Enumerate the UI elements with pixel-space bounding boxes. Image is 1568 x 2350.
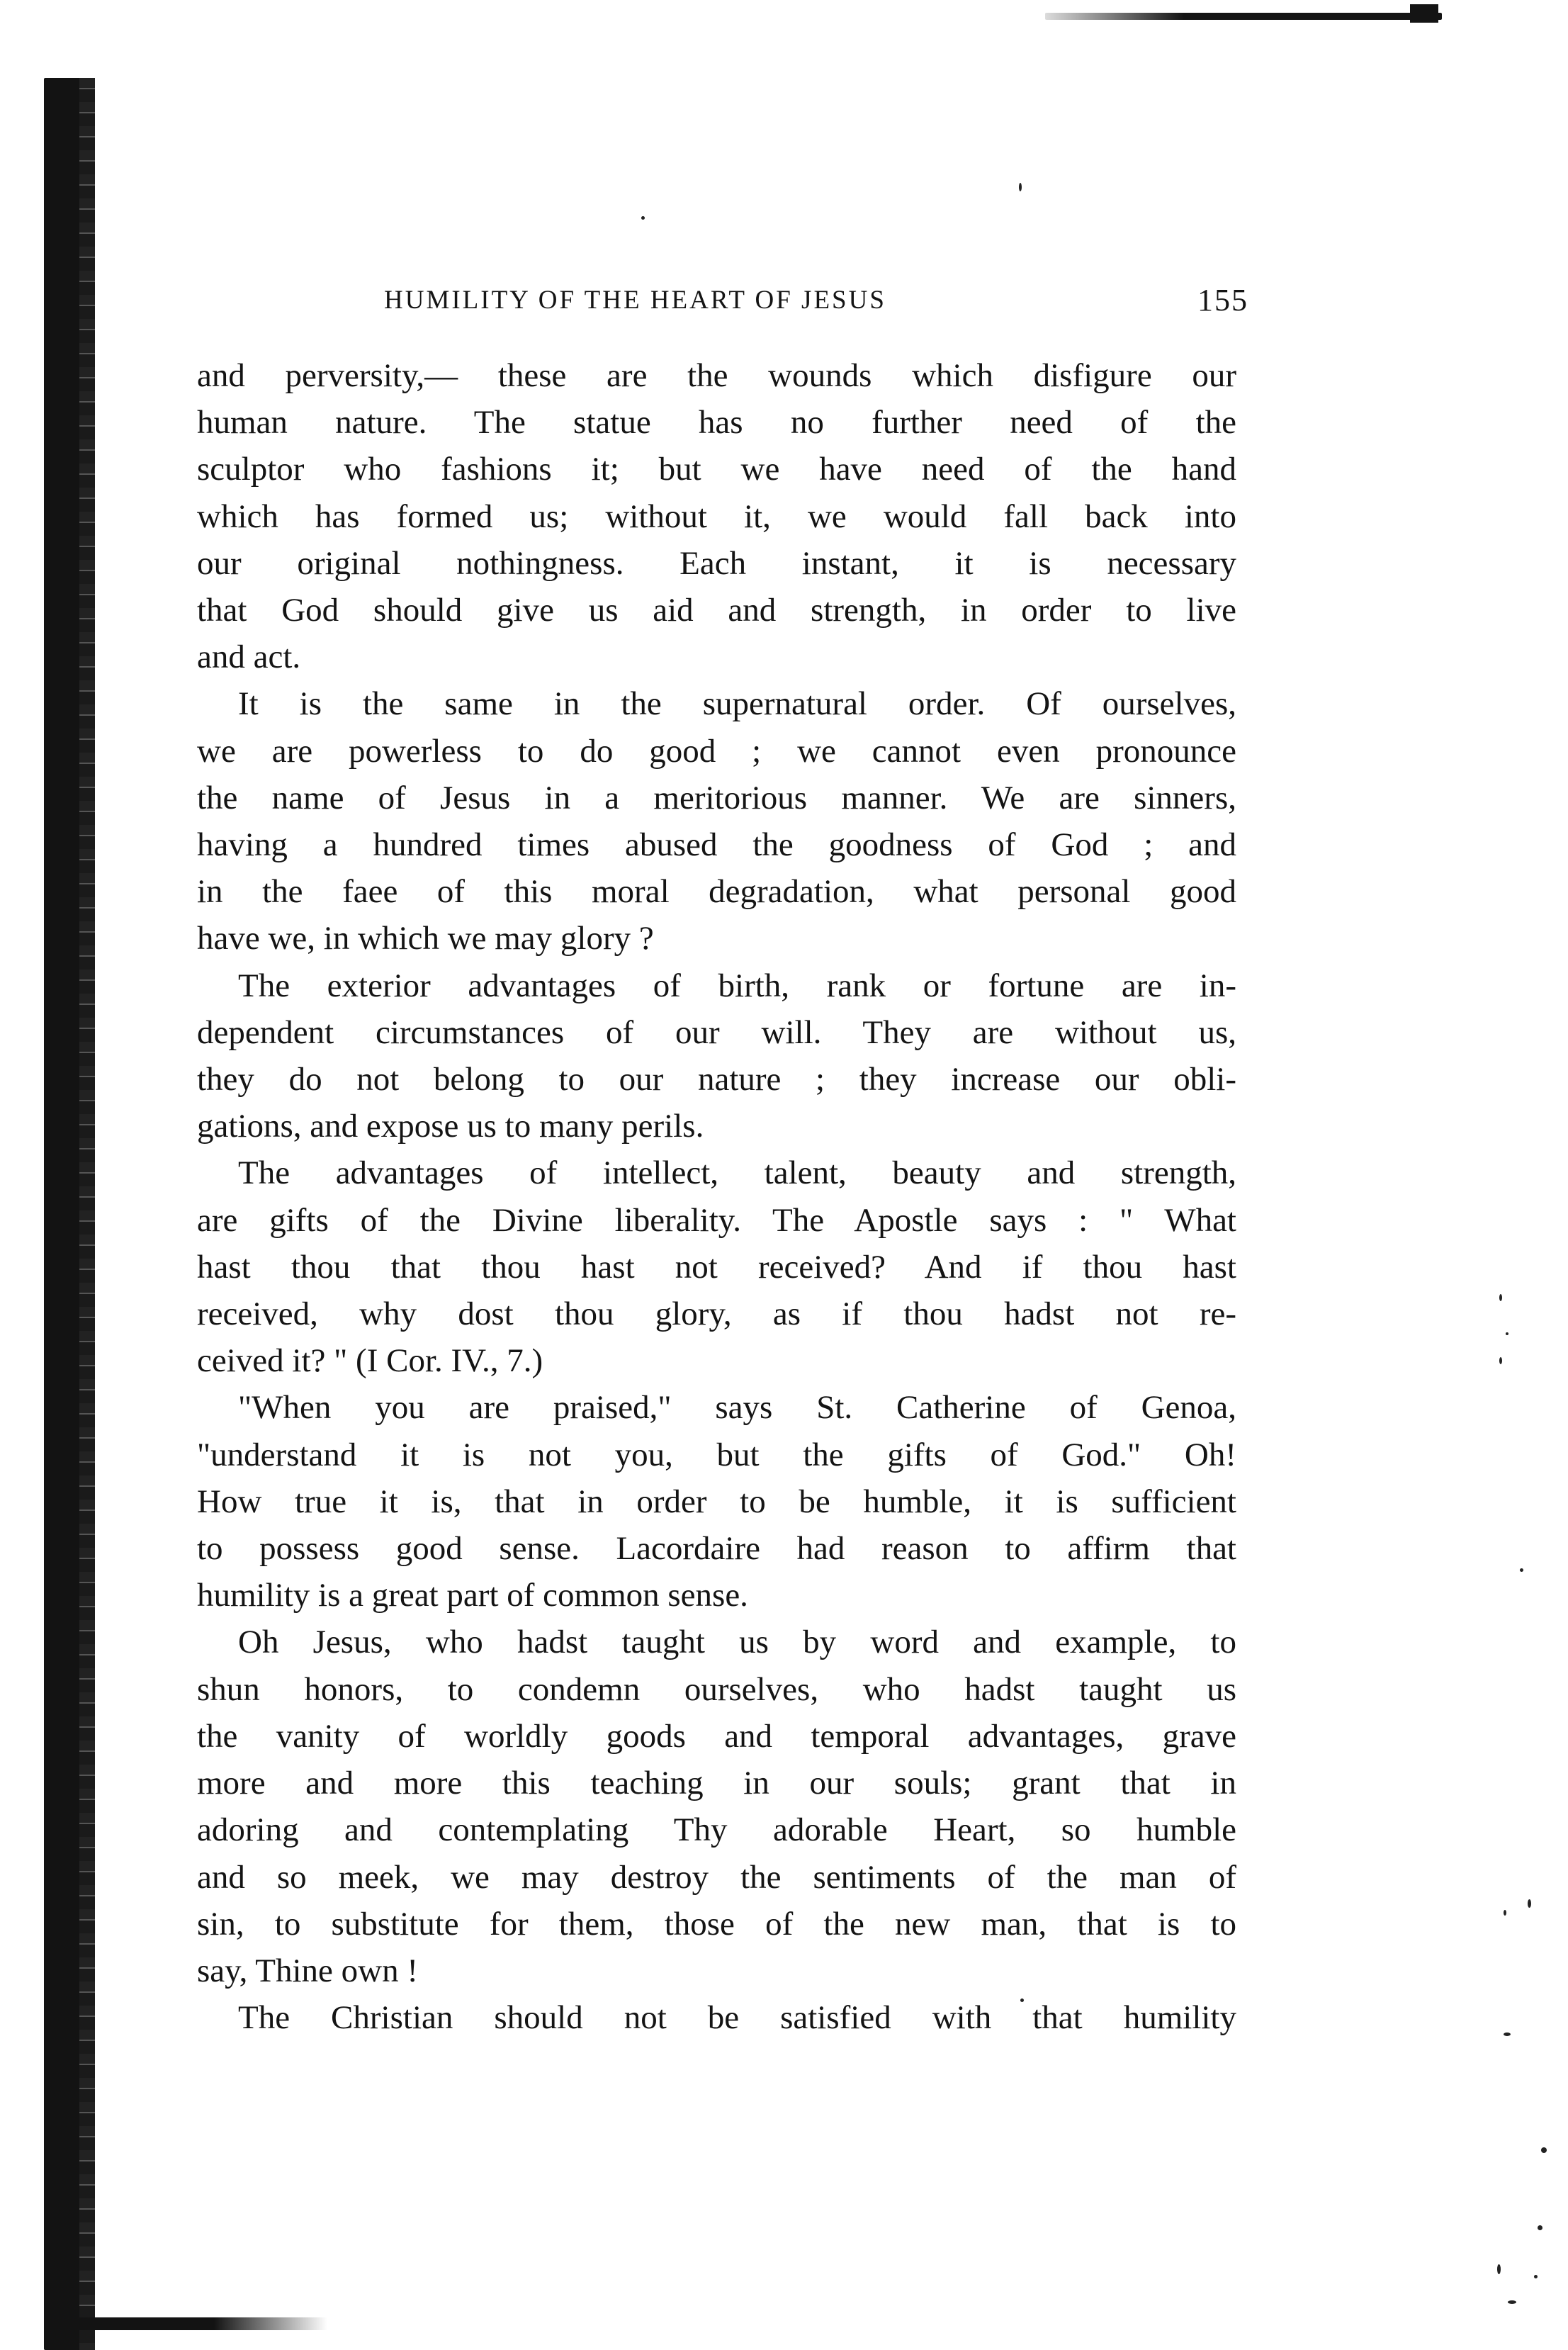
scan-speck	[1504, 1910, 1506, 1916]
text-line: How true it is, that in order to be humble, it is sufficient	[197, 1483, 1236, 1520]
text-line: "When you are praised," says St. Catherine of Genoa,	[238, 1389, 1236, 1427]
paragraph	[197, 1619, 1236, 1994]
text-line: have we, in which we may glory ?	[197, 920, 654, 957]
text-line: adoring and contemplating Thy adorable Heart, so humble	[197, 1811, 1236, 1849]
paragraph	[197, 1384, 1236, 1619]
scan-speck	[1499, 1357, 1502, 1364]
scan-speck	[1499, 1294, 1502, 1301]
scan-top-rule	[1045, 13, 1442, 20]
paragraph	[197, 962, 1236, 1150]
scan-speck	[1497, 2264, 1501, 2274]
scan-speck	[1019, 183, 1022, 191]
binding-texture	[79, 78, 95, 2350]
scan-speck	[641, 216, 645, 220]
scan-speck	[1506, 1332, 1508, 1335]
text-line: hast thou that thou hast not received? And if thou hast	[197, 1248, 1236, 1286]
text-line: shun honors, to condemn ourselves, who hadst taught us	[197, 1670, 1236, 1708]
running-head-title: HUMILITY OF THE HEART OF JESUS	[384, 286, 886, 315]
text-line: It is the same in the supernatural order. Of ourselves,	[238, 685, 1236, 723]
scan-speck	[1520, 1568, 1523, 1572]
text-line: sin, to substitute for them, those of the new man, that is to	[197, 1905, 1236, 1943]
text-line: more and more this teaching in our souls; grant that in	[197, 1765, 1236, 1802]
text-line: in the faee of this moral degradation, what personal good	[197, 873, 1236, 911]
text-line: Oh Jesus, who hadst taught us by word and example, to	[238, 1624, 1236, 1661]
body-text	[197, 352, 1236, 2041]
text-line: The exterior advantages of birth, rank or fortune are in-	[238, 967, 1236, 1004]
text-line: gations, and expose us to many perils.	[197, 1108, 704, 1145]
text-line: and perversity,— these are the wounds which disfigure our	[197, 357, 1236, 394]
text-line: we are powerless to do good ; we cannot even pronounce	[197, 732, 1236, 770]
text-line: humility is a great part of common sense.	[197, 1577, 748, 1614]
paragraph	[197, 352, 1236, 680]
text-line: the vanity of worldly goods and temporal advantages, grave	[197, 1717, 1236, 1755]
text-line: The advantages of intellect, talent, beauty and strength,	[238, 1154, 1236, 1192]
running-head	[384, 285, 1248, 327]
text-line: which has formed us; without it, we would fall back into	[197, 497, 1236, 535]
text-line: human nature. The statue has no further need of the	[197, 404, 1236, 442]
text-line: sculptor who fashions it; but we have need of the hand	[197, 451, 1236, 488]
paragraph	[197, 1994, 1236, 2041]
scan-speck	[1541, 2147, 1547, 2153]
text-line: dependent circumstances of our will. They are without us,	[197, 1013, 1236, 1051]
text-line: are gifts of the Divine liberality. The Apostle says : " What	[197, 1201, 1236, 1239]
text-line: having a hundred times abused the goodness of God ; and	[197, 826, 1236, 864]
text-line: ceived it? " (I Cor. IV., 7.)	[197, 1342, 543, 1380]
scan-speck	[1528, 1899, 1531, 1908]
text-line: to possess good sense. Lacordaire had reason to affirm that	[197, 1530, 1236, 1568]
text-line: say, Thine own !	[197, 1952, 418, 1989]
text-line: that God should give us aid and strength, in order to live	[197, 592, 1236, 629]
text-line: The Christian should not be satisfied with that humility	[238, 1999, 1236, 2037]
text-line: our original nothingness. Each instant, it is necessary	[197, 544, 1236, 582]
scan-left-binding-edge	[0, 0, 142, 2350]
scan-top-rule-end	[1410, 4, 1438, 23]
paragraph	[197, 680, 1236, 962]
scan-speck	[1508, 2300, 1516, 2304]
text-line: "understand it is not you, but the gifts of God." Oh!	[197, 1436, 1236, 1473]
paragraph	[197, 1149, 1236, 1384]
scan-speck	[1538, 2225, 1542, 2230]
text-line: and act.	[197, 639, 301, 676]
text-line: they do not belong to our nature ; they increase our obli-	[197, 1061, 1236, 1098]
text-line: the name of Jesus in a meritorious manner. We are sinners,	[197, 779, 1236, 816]
binding-foot-shadow	[44, 2317, 327, 2330]
text-line: and so meek, we may destroy the sentiments of the man of	[197, 1858, 1236, 1896]
text-line: received, why dost thou glory, as if thou hadst not re-	[197, 1295, 1236, 1333]
scan-speck	[1504, 2033, 1511, 2036]
page-number: 155	[1197, 283, 1248, 317]
scan-speck	[1534, 2275, 1538, 2278]
